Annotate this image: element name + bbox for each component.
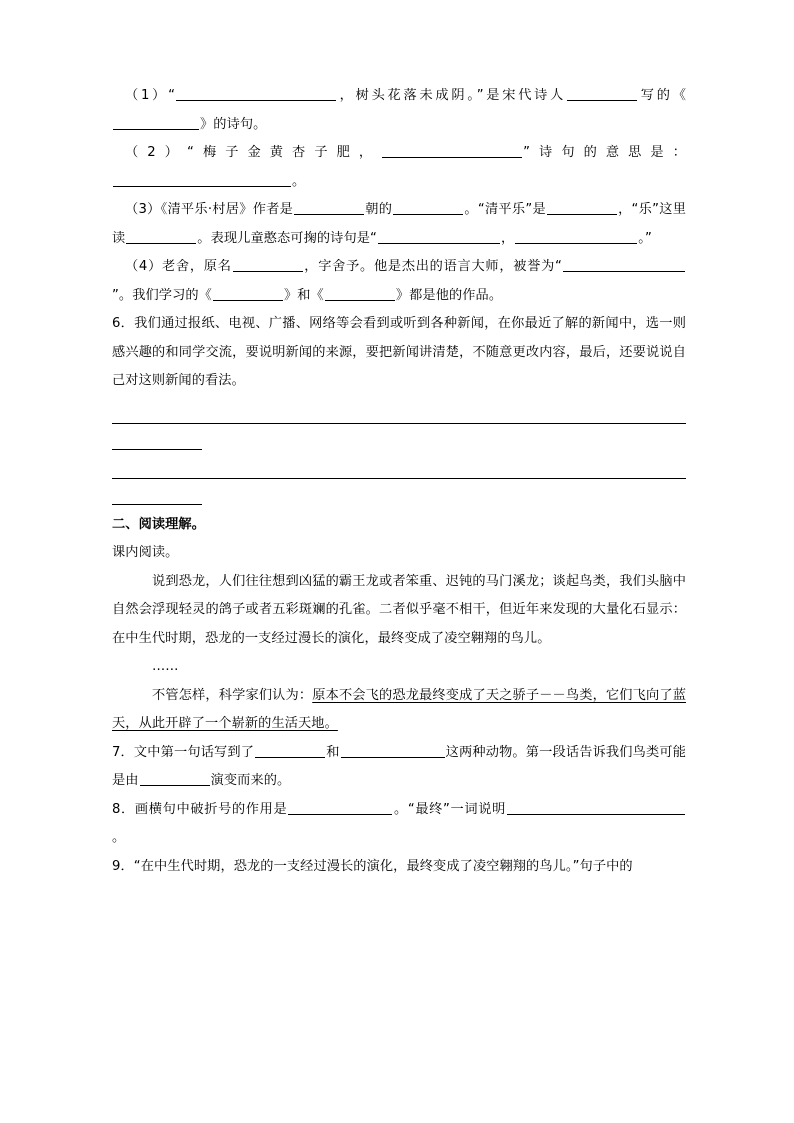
question-text-part-3: 这两种动物。第一段话告诉我们鸟类可能是由 — [112, 744, 686, 788]
answer-blank[interactable] — [213, 286, 283, 301]
rule-gap — [112, 479, 686, 504]
passage-paragraph-2 — [112, 682, 686, 739]
item-text-part-1: 老舍，原名 — [162, 259, 232, 274]
question-text-part-2: 和 — [326, 744, 340, 760]
question-text-part-4: 演变而来的。 — [210, 773, 291, 788]
question-text: 我们通过报纸、电视、广播、网络等会看到或听到各种新闻，在你最近了解的新闻中，选一则感兴趣的和同学交流，要说明新闻的来源，要把新闻讲清楚，不随意更改内容，最后，还要说说自己对这则新闻的看法。 — [112, 316, 686, 388]
answer-blank[interactable] — [233, 257, 303, 272]
item-text-part-6: ， — [500, 230, 515, 246]
question-number: 9． — [112, 858, 134, 874]
rule-gap — [112, 450, 686, 478]
item-text-part-2: ，树头花落未成阴。”是宋代诗人 — [337, 88, 567, 103]
item-text-part-5: 。表现儿童憨态可掬的诗句是“ — [197, 230, 377, 246]
answer-blank[interactable] — [325, 286, 395, 301]
answer-blank[interactable] — [294, 200, 364, 215]
passage-lead-text: 不管怎样，科学家们认为： — [152, 687, 313, 703]
answer-blank[interactable] — [126, 229, 196, 244]
passage-paragraph-1: 说到恐龙，人们往往想到凶猛的霸王龙或者笨重、迟钝的马门溪龙；谈起鸟类，我们头脑中自然会浮现轻灵的鸽子或者五彩斑斓的孔雀。二者似乎毫不相干，但近年来发现的大量化石显示：在中生代时期，恐龙的一支经过漫长的演化，最终变成了凌空翱翔的鸟儿。 — [112, 573, 686, 646]
answer-blank[interactable] — [515, 229, 637, 244]
item-label: （1） — [125, 88, 169, 103]
answer-blank[interactable] — [113, 172, 291, 187]
question-number: 8． — [112, 801, 135, 817]
item-text-part-3: 。“清平乐”是 — [464, 202, 546, 217]
passage-underlined-sentence: 原本不会飞的恐龙最终变成了天之骄子－－鸟类，它们飞向了蓝天，从此开辟了一个崭新的生活天地。 — [112, 687, 686, 731]
answer-blank[interactable] — [378, 229, 500, 244]
item-text-part-2: 朝的 — [365, 202, 393, 217]
rule-gap — [112, 424, 686, 449]
item-text-part-4: ，“乐”这里读 — [112, 202, 686, 246]
item-text-part-3: ”。我们学习的《 — [112, 287, 212, 303]
question-number: 6． — [112, 316, 135, 331]
item-text-part-2: ，字舍予。他是杰出的语言大师，被誉为“ — [303, 259, 562, 274]
answer-blank[interactable] — [341, 743, 445, 758]
question-6 — [112, 310, 686, 396]
item-text-part-1: “梅子金黄杏子肥， — [187, 145, 382, 160]
answer-blank[interactable] — [113, 115, 199, 130]
answer-ruled-lines — [112, 396, 686, 505]
item-label: （4） — [125, 259, 162, 274]
item-text-part-1: “ — [168, 88, 176, 103]
question-text-part-1: 画横句中破折号的作用是 — [134, 801, 288, 817]
answer-blank[interactable] — [140, 771, 210, 786]
item-text-part-3: 。 — [292, 173, 306, 189]
question-7 — [112, 739, 686, 796]
answer-blank[interactable] — [288, 800, 392, 815]
answer-blank[interactable] — [563, 257, 685, 272]
question-9 — [112, 853, 686, 882]
question-text-part-2: 。“最终”一词说明 — [393, 801, 506, 817]
question-text-part-1: “在中生代时期，恐龙的一支经过漫长的演化，最终变成了凌空翱翔的鸟儿。”句子中的 — [133, 858, 633, 874]
item-text-part-4: 》的诗句。 — [200, 116, 267, 132]
answer-blank[interactable] — [382, 143, 522, 158]
item-text-part-1: 《清平乐·村居》作者是 — [160, 202, 294, 217]
section-two-subheading: 课内阅读。 — [112, 545, 179, 560]
section-two-heading: 二、阅读理解。 — [112, 516, 206, 532]
fill-in-item-4 — [112, 253, 686, 310]
question-text-part-1: 文中第一句话写到了 — [133, 744, 255, 760]
item-label: （3） — [125, 202, 161, 217]
page-content — [112, 82, 686, 881]
question-8 — [112, 796, 686, 853]
fill-in-item-3 — [112, 196, 686, 253]
item-text-part-5: 》都是他的作品。 — [395, 287, 503, 303]
fill-in-item-1 — [112, 82, 686, 139]
question-text-part-3: 。 — [112, 830, 126, 845]
answer-blank[interactable] — [547, 200, 617, 215]
item-text-part-3: 写的《 — [638, 88, 686, 103]
answer-blank[interactable] — [255, 743, 325, 758]
item-text-part-2: ”诗句的意思是： — [523, 145, 686, 160]
fill-in-item-2 — [112, 139, 686, 196]
question-number: 7． — [112, 744, 134, 760]
answer-blank[interactable] — [567, 86, 637, 101]
item-text-part-7: 。” — [638, 230, 652, 246]
answer-blank[interactable] — [507, 800, 685, 815]
rule-gap — [112, 396, 686, 423]
passage-ellipsis: …… — [152, 659, 179, 674]
item-text-part-4: 》和《 — [283, 287, 324, 303]
answer-blank[interactable] — [393, 200, 463, 215]
item-label: （2） — [125, 145, 188, 160]
answer-blank[interactable] — [176, 86, 336, 101]
